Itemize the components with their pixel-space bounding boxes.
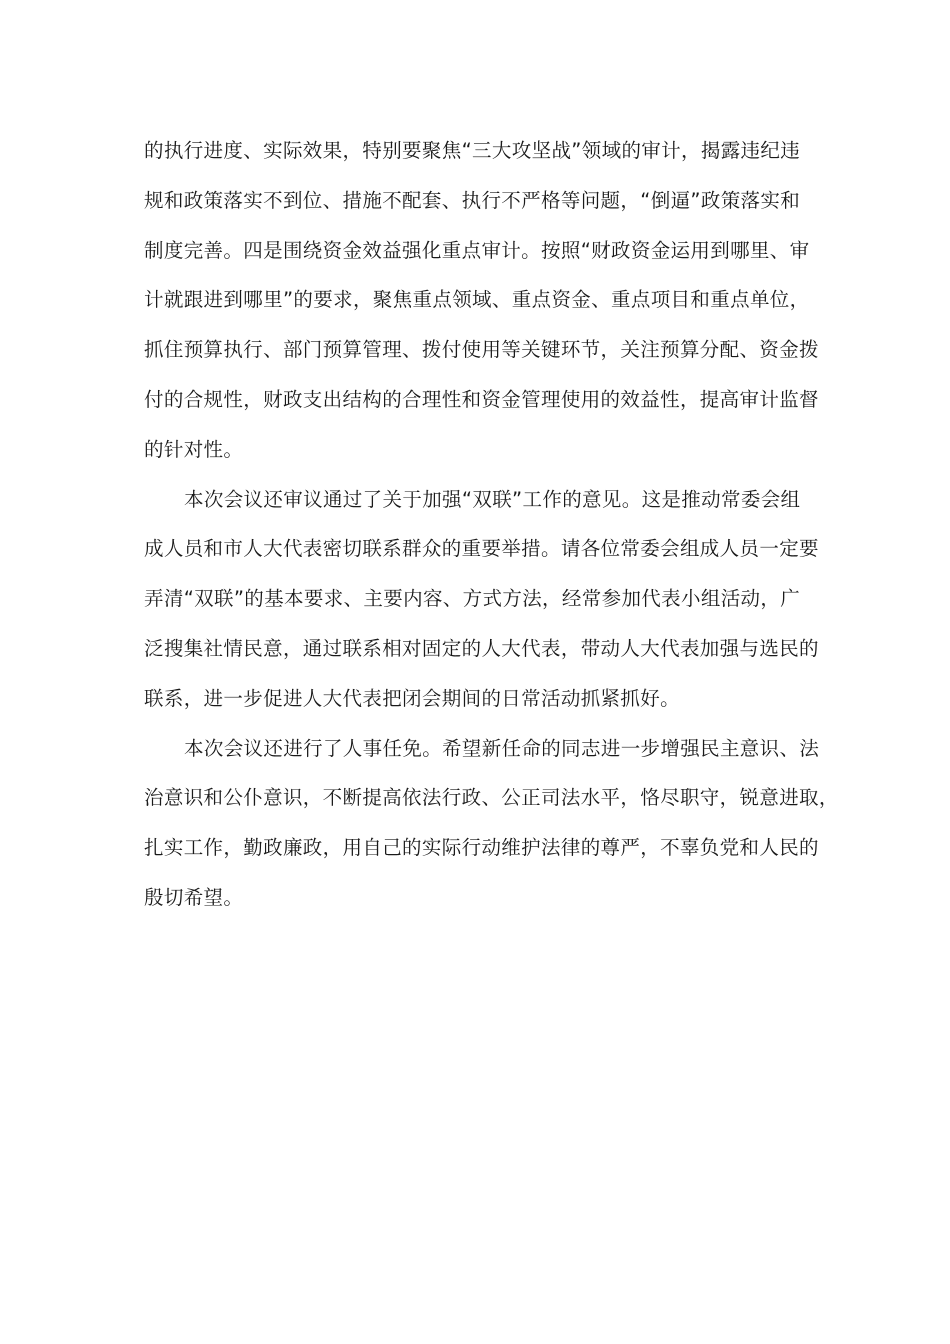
text-line: 泛搜集社情民意，通过联系相对固定的人大代表，带动人大代表加强与选民的 bbox=[144, 636, 819, 660]
paragraph-appointments bbox=[144, 724, 839, 923]
paragraph-double-link bbox=[144, 475, 819, 724]
text-line: 成人员和市人大代表密切联系群众的重要举措。请各位常委会组成人员一定要 bbox=[144, 537, 819, 561]
text-line: 的执行进度、实际效果，特别要聚焦“三大攻坚战”领域的审计，揭露违纪违 bbox=[144, 139, 801, 162]
text-line: 抓住预算执行、部门预算管理、拨付使用等关键环节，关注预算分配、资金拨 bbox=[144, 338, 819, 362]
text-line: 本次会议还进行了人事任免。希望新任命的同志进一步增强民主意识、法 bbox=[184, 736, 820, 760]
text-line: 弄清“双联”的基本要求、主要内容、方式方法，经常参加代表小组活动，广 bbox=[144, 587, 801, 611]
text-line: 制度完善。四是围绕资金效益强化重点审计。按照“财政资金运用到哪里、审 bbox=[144, 238, 810, 262]
text-line: 扎实工作，勤政廉政，用自己的实际行动维护法律的尊严，不辜负党和人民的 bbox=[144, 836, 819, 860]
text-line: 殷切希望。 bbox=[144, 885, 244, 909]
text-line: 本次会议还审议通过了关于加强“双联”工作的意见。这是推动常委会组 bbox=[184, 487, 801, 511]
paragraph-audit-focus bbox=[144, 126, 819, 475]
text-line: 的针对性。 bbox=[144, 437, 244, 461]
text-line: 付的合规性，财政支出结构的合理性和资金管理使用的效益性，提高审计监督 bbox=[144, 387, 819, 411]
text-line: 治意识和公仆意识，不断提高依法行政、公正司法水平，恪尽职守，锐意进取， bbox=[144, 786, 839, 810]
document-body bbox=[144, 126, 839, 923]
text-line: 联系，进一步促进人大代表把闭会期间的日常活动抓紧抓好。 bbox=[144, 686, 680, 710]
text-line: 规和政策落实不到位、措施不配套、执行不严格等问题，“倒逼”政策落实和 bbox=[144, 188, 801, 212]
text-line: 计就跟进到哪里”的要求，聚焦重点领域、重点资金、重点项目和重点单位， bbox=[144, 288, 810, 312]
